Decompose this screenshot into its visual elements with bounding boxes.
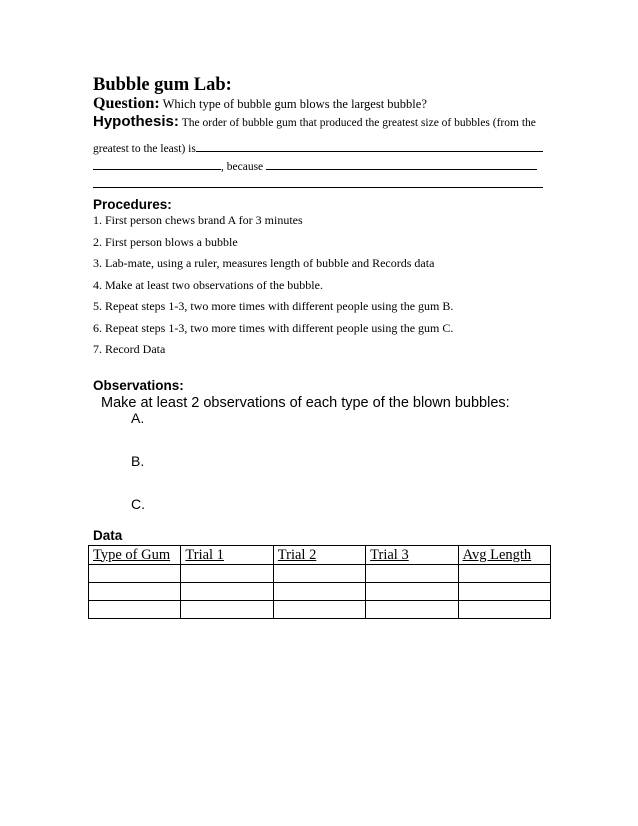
observations-instruction: Make at least 2 observations of each type of the blown bubbles:	[101, 395, 510, 411]
data-table	[88, 545, 551, 619]
observations-heading: Observations:	[93, 378, 184, 393]
table-cell[interactable]	[458, 583, 550, 601]
hypothesis-blank-1[interactable]	[196, 139, 543, 152]
observation-item-c: C.	[131, 496, 145, 512]
table-cell[interactable]	[181, 565, 273, 583]
observation-item-a: A.	[131, 410, 145, 426]
hypothesis-text-2: greatest to the least) is	[93, 143, 196, 155]
table-cell[interactable]	[89, 601, 181, 619]
table-cell[interactable]	[366, 583, 458, 601]
hypothesis-label: Hypothesis:	[93, 113, 179, 130]
table-cell[interactable]	[89, 583, 181, 601]
table-header-row	[89, 546, 551, 565]
table-cell[interactable]	[273, 583, 365, 601]
table-cell[interactable]	[273, 565, 365, 583]
procedure-step: 1. First person chews brand A for 3 minutes	[93, 213, 303, 227]
hypothesis-blank-4[interactable]	[93, 187, 543, 188]
table-cell[interactable]	[366, 601, 458, 619]
table-row	[89, 601, 551, 619]
hypothesis-because-line	[93, 157, 537, 173]
hypothesis-continuation	[93, 139, 543, 155]
question-text: Which type of bubble gum blows the largest bubble?	[162, 97, 427, 111]
procedure-step: 4. Make at least two observations of the bubble.	[93, 278, 323, 292]
page-title: Bubble gum Lab:	[93, 75, 232, 95]
hypothesis-because: , because	[221, 161, 264, 173]
hypothesis-blank-3[interactable]	[266, 157, 537, 170]
hypothesis-line	[93, 113, 536, 130]
procedure-step: 2. First person blows a bubble	[93, 235, 238, 249]
hypothesis-blank-2[interactable]	[93, 157, 221, 170]
question-line	[93, 95, 427, 113]
data-heading: Data	[93, 528, 123, 543]
table-cell[interactable]	[366, 565, 458, 583]
question-label: Question:	[93, 95, 160, 112]
procedure-step: 3. Lab-mate, using a ruler, measures length of bubble and Records data	[93, 256, 435, 270]
column-header-avg-length: Avg Length	[458, 546, 550, 565]
table-cell[interactable]	[458, 565, 550, 583]
table-row	[89, 565, 551, 583]
column-header-trial-1: Trial 1	[181, 546, 273, 565]
table-cell[interactable]	[273, 601, 365, 619]
procedure-step: 7. Record Data	[93, 342, 166, 356]
column-header-trial-3: Trial 3	[366, 546, 458, 565]
procedure-step: 5. Repeat steps 1-3, two more times with different people using the gum B.	[93, 299, 454, 313]
table-cell[interactable]	[89, 565, 181, 583]
column-header-trial-2: Trial 2	[273, 546, 365, 565]
procedure-step: 6. Repeat steps 1-3, two more times with different people using the gum C.	[93, 321, 454, 335]
table-row	[89, 583, 551, 601]
table-cell[interactable]	[181, 583, 273, 601]
hypothesis-text: The order of bubble gum that produced the greatest size of bubbles (from the	[181, 117, 536, 129]
column-header-type-of-gum: Type of Gum	[89, 546, 181, 565]
observation-item-b: B.	[131, 453, 145, 469]
table-cell[interactable]	[181, 601, 273, 619]
table-cell[interactable]	[458, 601, 550, 619]
procedures-heading: Procedures:	[93, 197, 172, 212]
